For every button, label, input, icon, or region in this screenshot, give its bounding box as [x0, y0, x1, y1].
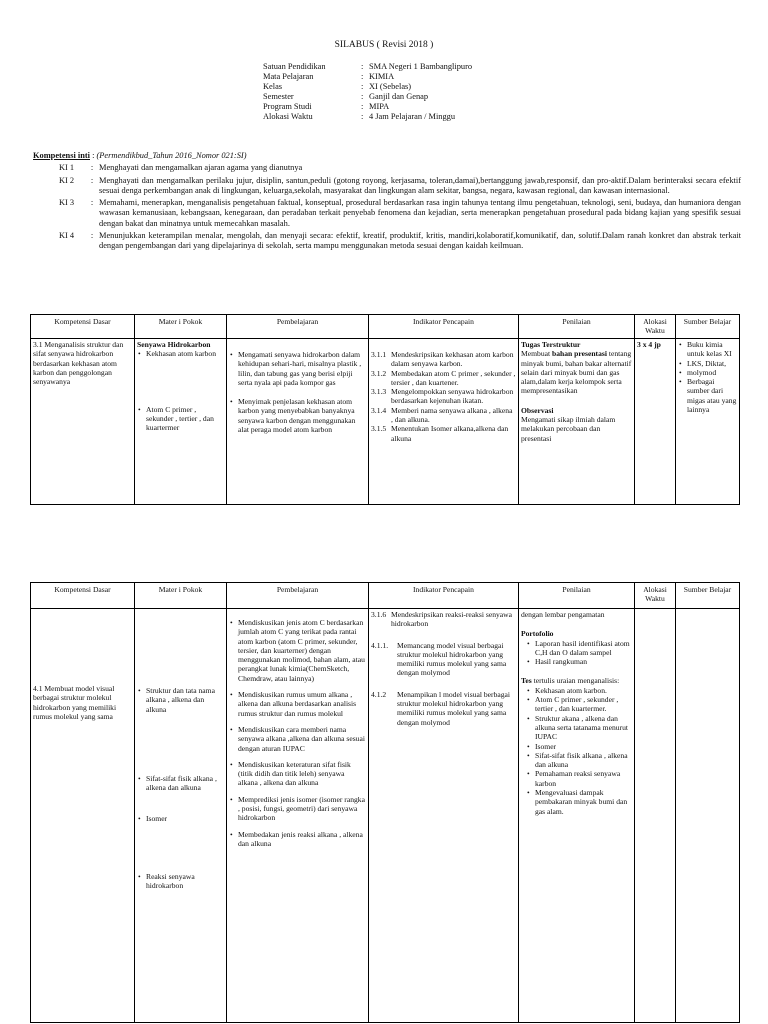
penilaian-cell: [519, 609, 635, 1023]
list-item: • Mengamati senyawa hidrokarbon dalam kehidupan sehari-hari, misalnya plastik , lilin, dan tabung gas yang berisi elpiji serta nyala api pada kompor gas: [238, 350, 366, 387]
sumber-cell: [676, 339, 740, 505]
list-item: • Mengevaluasi dampak pembakaran minyak bumi dan gas alam.: [535, 788, 632, 816]
table-row: [31, 609, 740, 1023]
identity-value: MIPA: [369, 101, 390, 111]
ki-text: Menghayati dan mengamalkan ajaran agama yang dianutnya: [99, 163, 303, 173]
list-item: • Kekhasan atom karbon: [146, 349, 224, 358]
identity-value: 4 Jam Pelajaran / Minggu: [369, 111, 456, 121]
ki-text: Menghayati dan mengamalkan perilaku jujur, disiplin, santun,peduli (gotong royong, kerjasama, toleran,damai),bertanggung jawab,responsif, dan pro-aktif.Dalam berinteraksi secara efektif sesuai denga perkembangan anak di lingkungan, keluarga,sekolah, masyarakat dan lingkungan alam sekitar, bangsa, negara, kawasan regional, dan kawasan internasional.: [99, 175, 741, 195]
indicator-number: 4.1.1.: [371, 640, 389, 650]
ki-text: Memahami, menerapkan, menganalisis pengetahuan faktual, konseptual, prosedural berdasarkan rasa ingin tahunya tentang ilmu pengetahuan, teknologi, seni, budaya, dan humaniora dengan wawasan kemanusiaan, kebangsaan, kenegaraan, dan peradaban terkait penyebab fenomena dan kejadian, serta menerapkan pengetahuan prosedural pada bidang kajian yang spesifik sesuai dengan bakat dan minatnya untuk memecahkan masalah.: [99, 198, 741, 228]
col-header-kompetensi: Kompetensi Dasar: [31, 583, 135, 609]
ki-colon: :: [90, 163, 94, 173]
col-header-pembelajaran: Pembelajaran: [227, 315, 369, 339]
pembelajaran-cell: [227, 339, 369, 505]
sumber-cell: [676, 609, 740, 1023]
list-item: • Memprediksi jenis isomer (isomer rangka , posisi, fungsi, geometri) dari senyawa hidrokarbon: [238, 795, 366, 823]
core-competency-block: [33, 151, 741, 252]
list-item: • Struktur dan tata nama alkana , alkena dan alkuna: [146, 686, 224, 714]
col-header-alokasi: Alokasi Waktu: [635, 315, 676, 339]
list-item: • Berbagai sumber dari migas atau yang lainnya: [687, 377, 737, 414]
alokasi-cell: [635, 609, 676, 1023]
col-header-pembelajaran: Pembelajaran: [227, 583, 369, 609]
indicator-item: [371, 369, 516, 388]
assessment-text-bold: bahan presentasi: [552, 349, 607, 359]
indicator-item: [371, 690, 516, 727]
table-header-row: [31, 315, 740, 339]
materi-cell: [135, 609, 227, 1023]
pembelajaran-list: [229, 618, 366, 848]
ki-item: [33, 163, 741, 173]
list-item: • Mendiskusikan keteraturan sifat fisik (titik didih dan titik leleh) senyawa alkana , alkena dan alkuna: [238, 760, 366, 788]
list-item: • Buku kimia untuk kelas XI: [687, 340, 737, 359]
identity-key: Alokasi Waktu: [263, 111, 313, 121]
indicator-text: Menampikan l model visual berbagai struktur molekul hidrokarbon yang memiliki rumus molekul yang sama dengan molymod: [397, 689, 511, 727]
identity-key: Kelas: [263, 81, 283, 91]
materi-list: [137, 349, 224, 432]
kd-cell: [31, 609, 135, 1023]
col-header-sumber: Sumber Belajar: [676, 583, 740, 609]
assessment-text-part: tertulis uraian menganalisis:: [531, 676, 620, 686]
assessment-text-part: Membuat: [521, 349, 553, 359]
list-item: • Mendiskusikan rumus umum alkana , alkena dan alkuna berdasarkan analisis rumus struktur dan rumus molekul: [238, 690, 366, 718]
list-item: • Laporan hasil identifikasi atom C,H dan O dalam sampel: [535, 639, 632, 658]
col-header-alokasi: Alokasi Waktu: [635, 583, 676, 609]
identity-key: Semester: [263, 91, 294, 101]
identity-row: [263, 102, 472, 112]
ki-colon: :: [90, 175, 94, 185]
penilaian-cell: [519, 339, 635, 505]
alokasi-cell: [635, 339, 676, 505]
col-header-sumber: Sumber Belajar: [676, 315, 740, 339]
indicator-number: 3.1.4: [371, 405, 387, 415]
time-allocation: 3 x 4 jp: [637, 340, 661, 349]
ki-colon: :: [90, 198, 94, 208]
indicator-text: Mendeskripsikan reaksi-reaksi senyawa hidrokarbon: [391, 610, 513, 629]
list-item: • Reaksi senyawa hidrokarbon: [146, 872, 224, 891]
indicator-number: 3.1.1: [371, 350, 387, 359]
identity-value: XI (Sebelas): [369, 81, 412, 91]
ki-label: KI 4: [59, 231, 75, 241]
indicator-number: 3.1.2: [371, 368, 387, 378]
identity-colon: :: [361, 81, 364, 91]
list-item: • Menyimak penjelasan kekhasan atom karbon yang menyebabkan banyaknya senyawa karbon dengan menggunakan alat peraga model atom karbon: [238, 397, 366, 434]
col-header-materi: Mater i Pokok: [135, 583, 227, 609]
identity-value: Ganjil dan Genap: [369, 91, 429, 101]
portfolio-list: [521, 639, 632, 667]
identity-key: Mata Pelajaran: [263, 71, 314, 81]
assessment-text: [521, 349, 632, 395]
table-row: [31, 339, 740, 505]
list-item: • Mendiskusikan cara memberi nama senyawa alkana ,alkena dan alkuna sesuai dengan aturan IUPAC: [238, 725, 366, 753]
ki-heading-colon: :: [92, 151, 95, 160]
col-header-penilaian: Penilaian: [519, 315, 635, 339]
ki-label: KI 2: [59, 175, 75, 185]
core-competency-heading: [33, 151, 741, 161]
syllabus-table-1: [30, 314, 740, 505]
assessment-label: Tugas Terstruktur: [521, 340, 581, 349]
table-header-row: [31, 583, 740, 609]
pembelajaran-cell: [227, 609, 369, 1023]
indicator-item: [371, 424, 516, 443]
identity-value: KIMIA: [369, 71, 395, 81]
assessment-text: Mengamati sikap ilmiah dalam melakukan percobaan dan presentasi: [521, 415, 616, 443]
ki-item: [33, 231, 741, 252]
assessment-label: Observasi: [521, 405, 554, 415]
list-item: • Hasil rangkuman: [535, 657, 632, 666]
document-title: SILABUS ( Revisi 2018 ): [334, 40, 434, 50]
identity-row: [263, 82, 472, 92]
indicator-number: 3.1.5: [371, 424, 387, 434]
ki-item: [33, 176, 741, 197]
indicator-item: [371, 641, 516, 678]
assessment-text-part: tentang minyak bumi, bahan bakar alternatif selain dari minyak bumi dan gas alam,dalam kerja kelompok serta mempresentasikan: [521, 349, 632, 396]
indicator-item: [371, 387, 516, 406]
identity-row: [263, 92, 472, 102]
assessment-text: [521, 676, 632, 685]
identity-colon: :: [361, 101, 364, 111]
ki-text: Menunjukkan keterampilan menalar, mengolah, dan menyaji secara: efektif, kreatif, produktif, kritis, mandiri,kolaboratif,komunikatif, dan, solutif.Dalam ranah konkret dan abstrak terkait dengan pengembangan dari yang dipelajarinya di sekolah, serta mampu menggunakan metoda sesuai dengan kaidah keilmuan.: [99, 231, 741, 251]
pembelajaran-list: [229, 350, 366, 434]
test-list: [521, 686, 632, 816]
col-header-indikator: Indikator Pencapain: [369, 315, 519, 339]
col-header-penilaian: Penilaian: [519, 583, 635, 609]
identity-colon: :: [361, 111, 364, 121]
identity-row: [263, 62, 472, 72]
indicator-number: 4.1.2: [371, 689, 387, 699]
kd-cell: [31, 339, 135, 505]
list-item: • Mendiskusikan jenis atom C berdasarkan jumlah atom C yang terikat pada rantai atom karbon (atom C primer, sekunder, tersier, dan kuarterner) dengan menggunakan molimod, bahan alam, atau perangkat lunak kimia(ChemSketch, Chemdraw, atau lainnya): [238, 618, 366, 683]
source-list: [678, 340, 737, 414]
kd-text: 3.1 Menganalisis struktur dan sifat senyawa hidrokarbon berdasarkan kekhasan atom karbon dan penggolongan senyawanya: [33, 340, 124, 387]
materi-cell: [135, 339, 227, 505]
identity-key: Satuan Pendidikan: [263, 62, 326, 71]
assessment-label: Portofolio: [521, 629, 554, 639]
indicator-text: Mendeskripsikan kekhasan atom karbon dalam senyawa karbon.: [391, 350, 514, 369]
indicator-text: Menentukan Isomer alkana,alkena dan alkuna: [391, 424, 509, 443]
col-header-kompetensi: Kompetensi Dasar: [31, 315, 135, 339]
kd-text: 4.1 Membuat model visual berbagai struktur molekul hidrokarbon yang memiliki rumus molekul yang sama: [33, 684, 117, 721]
identity-key: Program Studi: [263, 101, 312, 111]
indikator-cell: [369, 339, 519, 505]
indicator-item: [371, 610, 516, 629]
indicator-text: Membedakan atom C primer , sekunder , tersier , dan kuartener.: [391, 368, 516, 387]
col-header-materi: Mater i Pokok: [135, 315, 227, 339]
indicator-text: Memancang model visual berbagai struktur molekul hidrokarbon yang memiliki rumus molekul yang sama dengan molymod: [397, 640, 507, 678]
indicator-text: Memberi nama senyawa alkana , alkena , dan alkuna.: [391, 405, 513, 425]
identity-row: [263, 72, 472, 82]
identity-colon: :: [361, 62, 364, 71]
list-item: • Struktur akana , alkena dan alkuna serta tatanama menurut IUPAC: [535, 714, 632, 742]
assessment-label: Tes: [521, 676, 532, 686]
list-item: • Isomer: [535, 742, 632, 751]
list-item: • LKS, Diktat,: [687, 359, 737, 368]
identity-row: [263, 112, 472, 122]
materi-list: [137, 686, 224, 890]
list-item: • molymod: [687, 368, 737, 377]
indicator-text: Mengelompokkan senyawa hidrokarbon berdasarkan kejenuhan ikatan.: [391, 387, 514, 406]
identity-colon: :: [361, 71, 364, 81]
indicator-number: 3.1.6: [371, 610, 387, 619]
identity-value: SMA Negeri 1 Bambanglipuro: [369, 62, 473, 71]
col-header-indikator: Indikator Pencapain: [369, 583, 519, 609]
ki-heading-label: Kompetensi inti: [33, 151, 90, 160]
identity-colon: :: [361, 91, 364, 101]
list-item: • Isomer: [146, 814, 224, 823]
indicator-item: [371, 406, 516, 425]
ki-item: [33, 198, 741, 229]
ki-label: KI 3: [59, 198, 75, 208]
list-item: • Sifat-sifat fisik alkana , alkena dan alkuna: [535, 751, 632, 770]
indicator-item: [371, 350, 516, 369]
list-item: • Sifat-sifat fisik alkana , alkena dan alkuna: [146, 774, 224, 793]
indikator-cell: [369, 609, 519, 1023]
syllabus-table-2: [30, 582, 740, 1023]
ki-label: KI 1: [59, 163, 75, 173]
list-item: • Membedakan jenis reaksi alkana , alkena dan alkuna: [238, 830, 366, 849]
indicator-number: 3.1.3: [371, 387, 387, 397]
ki-heading-reference: (Permendikbud_Tahun 2016_Nomor 021:SI): [96, 151, 247, 160]
list-item: • Atom C primer , sekunder , tertier , dan kuartermer.: [535, 695, 632, 714]
identity-block: [263, 62, 472, 121]
list-item: • Pemahaman reaksi senyawa karbon: [535, 769, 632, 788]
materi-title: Senyawa Hidrokarbon: [137, 340, 211, 349]
list-item: • Kekhasan atom karbon.: [535, 686, 632, 695]
ki-colon: :: [90, 231, 94, 241]
assessment-text: dengan lembar pengamatan: [521, 610, 605, 619]
list-item: • Atom C primer , sekunder , tertier , dan kuartermer: [146, 405, 224, 433]
